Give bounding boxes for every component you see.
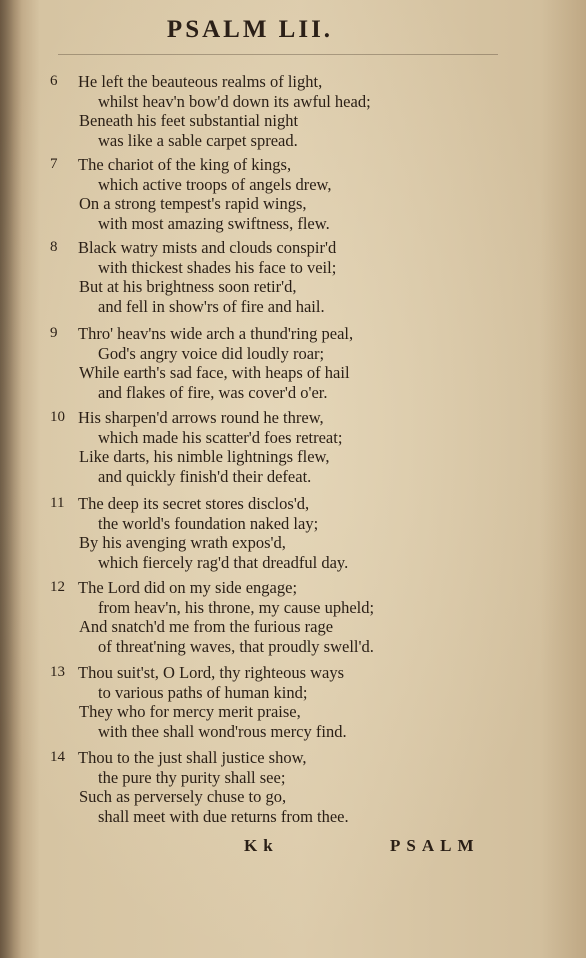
stanza-7 [50, 155, 528, 233]
stanza-14 [50, 748, 528, 826]
verse-line: The Lord did on my side engage; [78, 578, 298, 597]
verse-line: While earth's sad face, with heaps of hail [79, 363, 350, 382]
verse-line: Beneath his feet substantial night [79, 111, 299, 130]
verse-line: shall meet with due returns from thee. [98, 806, 349, 826]
catchword: PSALM [390, 836, 480, 855]
verse-number: 13 [50, 664, 65, 680]
verse-line: His sharpen'd arrows round he threw, [78, 408, 324, 427]
verse-line: Thro' heav'ns wide arch a thund'ring peal, [78, 324, 354, 343]
verse-number: 12 [50, 579, 65, 595]
stanza-11 [50, 494, 528, 572]
verse-line: to various paths of human kind; [98, 682, 308, 702]
verse-line: But at his brightness soon retir'd, [79, 277, 297, 296]
verse-line: and flakes of fire, was cover'd o'er. [98, 382, 328, 402]
header-rule [58, 54, 498, 55]
verse-line: which active troops of angels drew, [98, 174, 332, 194]
signature-mark: Kk [244, 836, 279, 855]
verse-number: 11 [50, 495, 65, 511]
verse-line: and fell in show'rs of fire and hail. [98, 296, 325, 316]
stanza-8 [50, 238, 528, 316]
page-title: PSALM LII. [166, 16, 334, 43]
stanza-9 [50, 324, 528, 402]
verse-line: He left the beauteous realms of light, [78, 72, 323, 91]
verse-number: 7 [50, 156, 58, 172]
verse-line: Black watry mists and clouds conspir'd [78, 238, 337, 257]
stanza-10 [50, 408, 528, 486]
verse-number: 10 [50, 409, 65, 425]
verse-line: Such as perversely chuse to go, [79, 787, 287, 806]
verse-line: with thee shall wond'rous mercy find. [98, 721, 347, 741]
verse-line: with thickest shades his face to veil; [98, 257, 337, 277]
verse-line: with most amazing swiftness, flew. [98, 213, 330, 233]
verse-line: God's angry voice did loudly roar; [98, 343, 325, 363]
verse-number: 8 [50, 239, 58, 255]
verse-line: of threat'ning waves, that proudly swell'd. [98, 636, 374, 656]
verse-line: the world's foundation naked lay; [98, 513, 319, 533]
verse-line: They who for mercy merit praise, [79, 702, 301, 721]
verse-line: was like a sable carpet spread. [98, 130, 298, 150]
verse-number: 9 [50, 325, 58, 341]
verse-line: The deep its secret stores disclos'd, [78, 494, 310, 513]
verse-number: 14 [50, 749, 65, 765]
verse-line: which fiercely rag'd that dreadful day. [98, 552, 349, 572]
verse-line: Like darts, his nimble lightnings flew, [79, 447, 330, 466]
verse-line: The chariot of the king of kings, [78, 155, 292, 174]
verse-number: 6 [50, 73, 58, 89]
verse-line: Thou suit'st, O Lord, thy righteous ways [78, 663, 345, 682]
verse-line: And snatch'd me from the furious rage [79, 617, 334, 636]
verse-line: the pure thy purity shall see; [98, 767, 286, 787]
verse-line: On a strong tempest's rapid wings, [79, 194, 307, 213]
stanza-6 [50, 72, 528, 150]
verse-line: from heav'n, his throne, my cause upheld; [98, 597, 375, 617]
stanza-12 [50, 578, 528, 656]
verse-line: Thou to the just shall justice show, [78, 748, 307, 767]
verse-line: whilst heav'n bow'd down its awful head; [98, 91, 371, 111]
verse-line: which made his scatter'd foes retreat; [98, 427, 343, 447]
verse-line: By his avenging wrath expos'd, [79, 533, 286, 552]
verse-line: and quickly finish'd their defeat. [98, 466, 312, 486]
stanza-13 [50, 663, 528, 741]
